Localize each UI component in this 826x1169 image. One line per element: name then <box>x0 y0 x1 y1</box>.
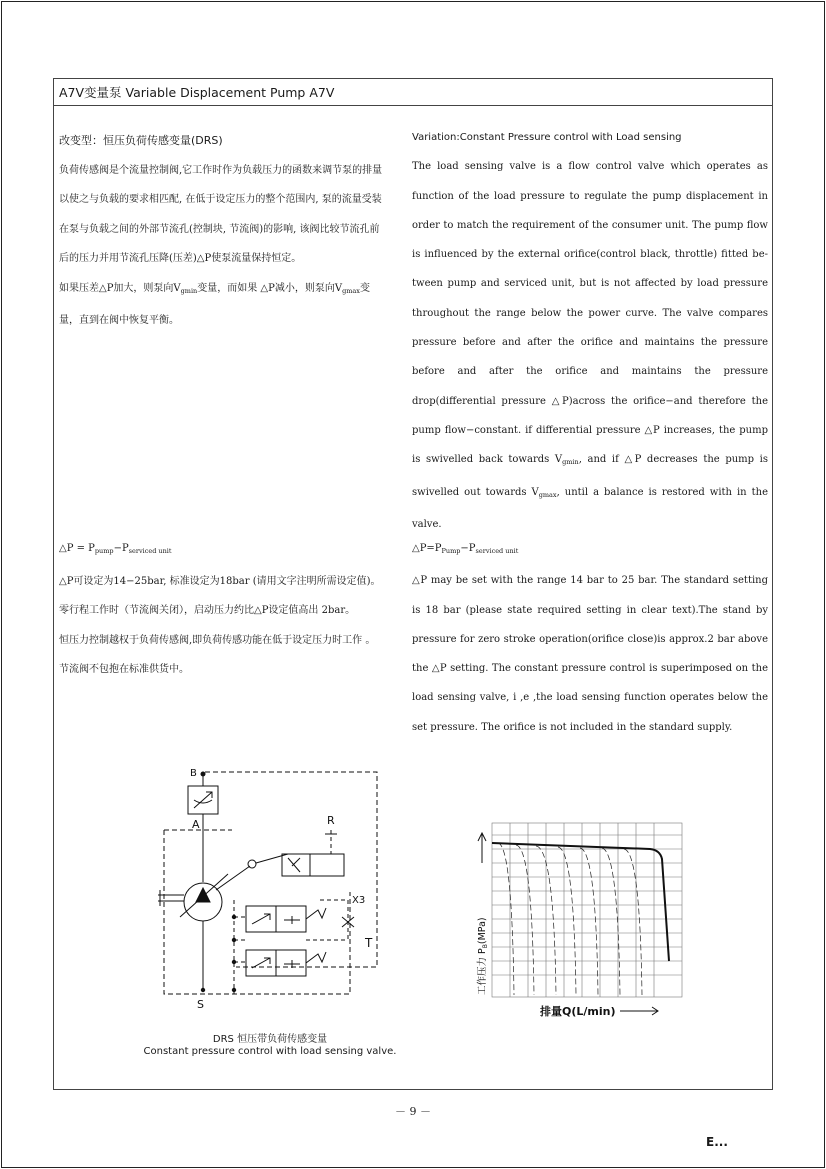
chinese-paragraph-5: 恒压力控制越权于负荷传感阀,即负荷传感功能在低于设定压力时工作 。 <box>59 634 376 646</box>
chinese-paragraph-6: 节流阀不包抱在标准供货中。 <box>59 664 189 675</box>
english-paragraph-2: △P may be set with the range 14 bar to 25 bar. The standard setting is 18 bar (please state required setting in clear text).The stand by pressure for zero stroke operation(orifice close)is approx.2 bar above the △P setting. The constant pressure control is superimposed on the load sensing valve, i ,e ,the load sensing function operates below the set pressure. The orifice is not included in the standard supply. <box>412 575 768 733</box>
port-label-x3: X3 <box>352 895 366 906</box>
chinese-intro-section <box>59 126 389 336</box>
chart-xlabel: 排量Q(L/min) <box>540 1005 616 1018</box>
page-title: A7V变量泵 Variable Displacement Pump A7V <box>54 79 772 106</box>
port-label-s: S <box>197 998 204 1011</box>
chinese-paragraph-2: 如果压差△P加大，则泵向$V_{gmin}$变量，而如果 △P减小，则泵向$V_{gmax}$变量，直到在阀中恢复平衡。 <box>59 282 370 326</box>
english-formula: $\triangle P=P_{Pump}-P_{serviced unit}$ <box>412 543 519 555</box>
english-setting-section <box>412 534 768 742</box>
schematic-caption-en: Constant pressure control with load sensing valve. <box>143 1046 397 1057</box>
english-intro-section <box>412 123 768 539</box>
port-label-b: B <box>190 768 197 779</box>
page-number: － 9 － <box>395 1105 431 1118</box>
port-label-a: A <box>192 818 200 831</box>
chinese-setting-section <box>59 534 389 685</box>
chinese-paragraph-4: 零行程工作时（节流阀关闭），启动压力约比△P设定值高出 2bar。 <box>59 605 356 616</box>
port-label-r: R <box>327 814 335 827</box>
chinese-heading: 改变型：恒压负荷传感变量(DRS) <box>59 134 223 147</box>
chinese-paragraph-3: △P可设定为14−25bar, 标准设定为18bar (请用文字注明所需设定值)。 <box>59 575 381 587</box>
corner-mark: E... <box>706 1135 728 1149</box>
port-label-t: T <box>365 936 373 950</box>
chinese-formula: △P = $P_{pump}-P_{serviced unit}$ <box>59 543 172 555</box>
characteristic-curve <box>470 815 690 1025</box>
english-heading: Variation:Constant Pressure control with Load sensing <box>412 132 682 143</box>
schematic-caption-zh: DRS 恒压带负荷传感变量 <box>212 1034 328 1045</box>
chinese-paragraph-1: 负荷传感阀是个流量控制阀,它工作时作为负载压力的函数来调节泵的排量以使之与负载的要求相匹配, 在低于设定压力的整个范围内, 泵的流量受装在泵与负载之间的外部节流孔(控制块, 节流阀)的影响, 该阀比较节流孔前后的压力并用节流孔压降(压差)△P使泵流量保持恒定。 <box>59 164 383 264</box>
hydraulic-schematic <box>150 762 390 1012</box>
english-paragraph-1: The load sensing valve is a flow control valve which operates as function of the load pressure to regulate the pump displacement in order to match the requirement of the consumer unit. The pump flow is influenced by the external orifice(control black, throttle) fitted between pump and serviced unit, but is not affected by load pressure throughout the range below the power curve. The valve compares pressure before and after the orifice and maintains the pressure before and after the orifice and maintains the pressure drop(differential pressure △P)across the orifice−and therefore the pump flow−constant. if differential pressure △P increases, the pump is swivelled back towards $V_{gmin}$, and if △P decreases the pump is swivelled out towards $V_{gmax}$, until a balance is restored with in the valve. <box>412 161 768 530</box>
chart-ylabel: 工作压力 $P_B(MPa)$ <box>477 917 489 995</box>
